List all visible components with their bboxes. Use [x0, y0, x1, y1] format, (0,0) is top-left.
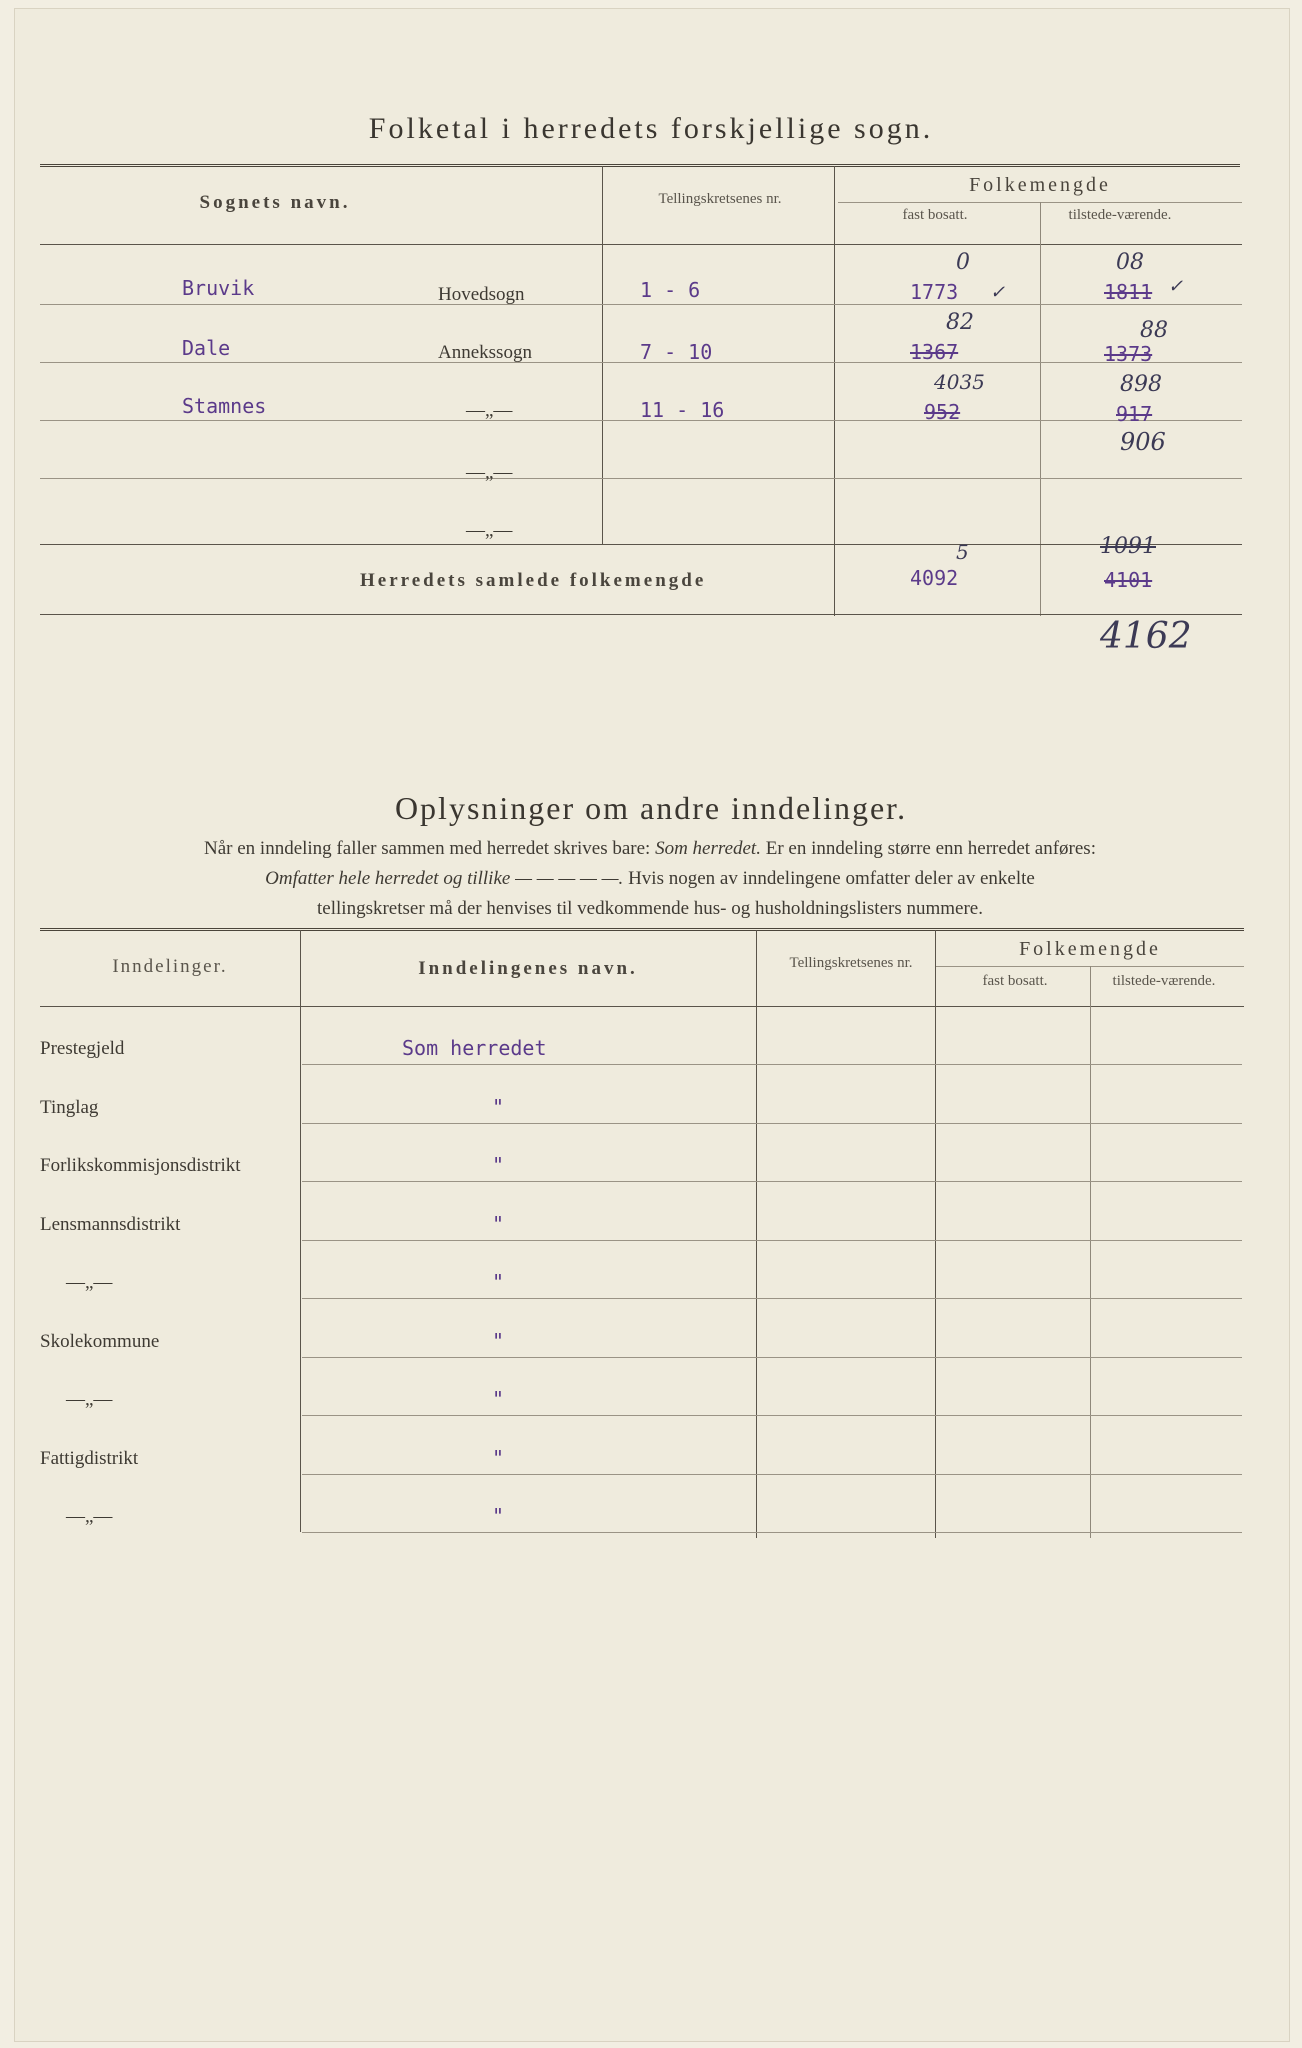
sogn-name-1: Bruvik — [182, 276, 255, 300]
total-tilstede-note2: 4162 — [1100, 616, 1192, 657]
table1-top-rule — [40, 164, 1240, 167]
inndeling-label-8: Fattigdistrikt — [40, 1447, 139, 1469]
col-navn-header: Inndelingenes navn. — [418, 958, 638, 979]
table1-vline-2 — [834, 166, 835, 616]
fast-note-3: 4035 — [934, 370, 985, 394]
total-label: Herredets samlede folkemengde — [360, 570, 707, 591]
col-krets2-header: Tellingskretsenes nr. — [789, 955, 913, 971]
sogn-type-4: —„— — [466, 462, 513, 483]
inndeling-label-4: Lensmannsdistrikt — [40, 1213, 181, 1235]
table2-header-rule — [40, 1006, 1244, 1007]
tilstede-note-3b: 906 — [1120, 428, 1166, 456]
total-fast-note: 5 — [956, 540, 969, 564]
sogn-name-3: Stamnes — [182, 394, 267, 418]
inndeling-name-5: " — [492, 1270, 505, 1294]
instructions-line-3: tellingskretser må der henvises til vedkommende hus- og husholdningslisters nummere. — [317, 898, 983, 919]
instructions-line-2: Omfatter hele herredet og tillike — — — — —. Hvis nogen av inndelingene omfatter deler av enkelte — [265, 868, 1035, 889]
sogn-type-3: —„— — [466, 400, 513, 421]
table2-row-rule-4 — [302, 1240, 1242, 1241]
fast-value-1: 1773 — [910, 280, 959, 304]
total-tilstede-note: 1091 — [1100, 534, 1156, 559]
inndeling-label-5: —„— — [66, 1272, 113, 1293]
section1-title: Folketal i herredets forskjellige sogn. — [368, 112, 934, 145]
row-rule-4 — [40, 478, 1242, 479]
inndeling-label-7: —„— — [66, 1389, 113, 1410]
sogn-krets-2: 7 - 10 — [640, 340, 713, 364]
inndeling-label-1: Prestegjeld — [40, 1038, 125, 1059]
col-tilstede-header: tilstede-værende. — [1068, 207, 1172, 223]
inndeling-name-8: " — [492, 1445, 505, 1470]
col-folkemengde2-header: Folkemengde — [1019, 938, 1161, 960]
total-fast: 4092 — [910, 566, 959, 590]
table2-row-rule-7 — [302, 1415, 1242, 1416]
tilstede-note-2: 88 — [1140, 318, 1168, 343]
total-tilstede: 4101 — [1104, 568, 1153, 592]
inndeling-label-3: Forlikskommisjonsdistrikt — [40, 1155, 241, 1176]
tilstede-note-1: 08 — [1116, 250, 1144, 275]
sogn-type-5: —„— — [466, 520, 513, 541]
table2-vline-2 — [756, 930, 757, 1538]
col-inndelinger-header: Inndelinger. — [112, 956, 228, 977]
instructions-line-1: Når en inndeling faller sammen med herredet skrives bare: Som herredet. Er en inndeling større enn herredet anføres: — [204, 838, 1096, 859]
sogn-type-1: Hovedsogn — [438, 284, 525, 305]
tilstede-value-2: 1373 — [1104, 342, 1153, 366]
inndeling-label-6: Skolekommune — [40, 1330, 160, 1352]
table2-vline-3 — [935, 930, 936, 1538]
sogn-krets-1: 1 - 6 — [640, 278, 701, 302]
col-sogn-header: Sognets navn. — [199, 192, 351, 213]
fast-value-2: 1367 — [910, 340, 959, 364]
table2-vline-4 — [1090, 966, 1091, 1538]
col-fast2-header: fast bosatt. — [982, 973, 1048, 989]
check-mark-1: ✓ — [990, 282, 1006, 303]
sogn-krets-3: 11 - 16 — [640, 398, 725, 422]
table1-vline-3 — [1040, 202, 1041, 616]
fast-note-1: 0 — [956, 250, 970, 275]
table1-header-rule — [40, 244, 1242, 245]
inndeling-name-2: " — [492, 1094, 505, 1119]
tilstede-value-3: 917 — [1116, 402, 1153, 426]
document-page — [14, 8, 1290, 2042]
table2-row-rule-2 — [302, 1123, 1242, 1124]
section2-title: Oplysninger om andre inndelinger. — [394, 790, 908, 826]
table2-row-rule-9 — [302, 1532, 1242, 1533]
tilstede-value-1: 1811 — [1104, 280, 1153, 304]
inndeling-name-7: " — [492, 1387, 505, 1411]
table1-bottom-rule — [40, 614, 1242, 615]
table2-row-rule-3 — [302, 1181, 1242, 1182]
sogn-type-2: Annekssogn — [438, 342, 532, 363]
inndeling-name-3: " — [492, 1153, 505, 1177]
table1-vline-1 — [602, 166, 603, 544]
fast-note-2: 82 — [946, 310, 974, 335]
row-rule-1 — [40, 304, 1242, 305]
inndeling-label-9: —„— — [66, 1506, 113, 1527]
fast-value-3: 952 — [924, 400, 961, 424]
table2-row-rule-1 — [302, 1064, 1242, 1065]
check-mark-2: ✓ — [1168, 276, 1184, 297]
tilstede-note-3: 898 — [1120, 372, 1162, 397]
sogn-name-2: Dale — [182, 336, 231, 360]
table2-top-rule — [40, 928, 1244, 931]
col-krets-header: Tellingskretsenes nr. — [658, 191, 782, 207]
col-fast-header: fast bosatt. — [902, 207, 968, 223]
col-folkemengde-header: Folkemengde — [969, 174, 1111, 196]
inndeling-name-6: " — [492, 1328, 505, 1353]
table2-vline-1 — [300, 930, 301, 1532]
col-tilstede2-header: tilstede-værende. — [1112, 973, 1216, 989]
table2-row-rule-8 — [302, 1474, 1242, 1475]
inndeling-name-9: " — [492, 1504, 505, 1528]
inndeling-name-4: " — [492, 1211, 505, 1236]
inndeling-label-2: Tinglag — [40, 1096, 99, 1118]
table2-row-rule-5 — [302, 1298, 1242, 1299]
table2-row-rule-6 — [302, 1357, 1242, 1358]
table1-body-bottom-rule — [40, 544, 1242, 545]
inndeling-name-1: Som herredet — [402, 1036, 547, 1060]
